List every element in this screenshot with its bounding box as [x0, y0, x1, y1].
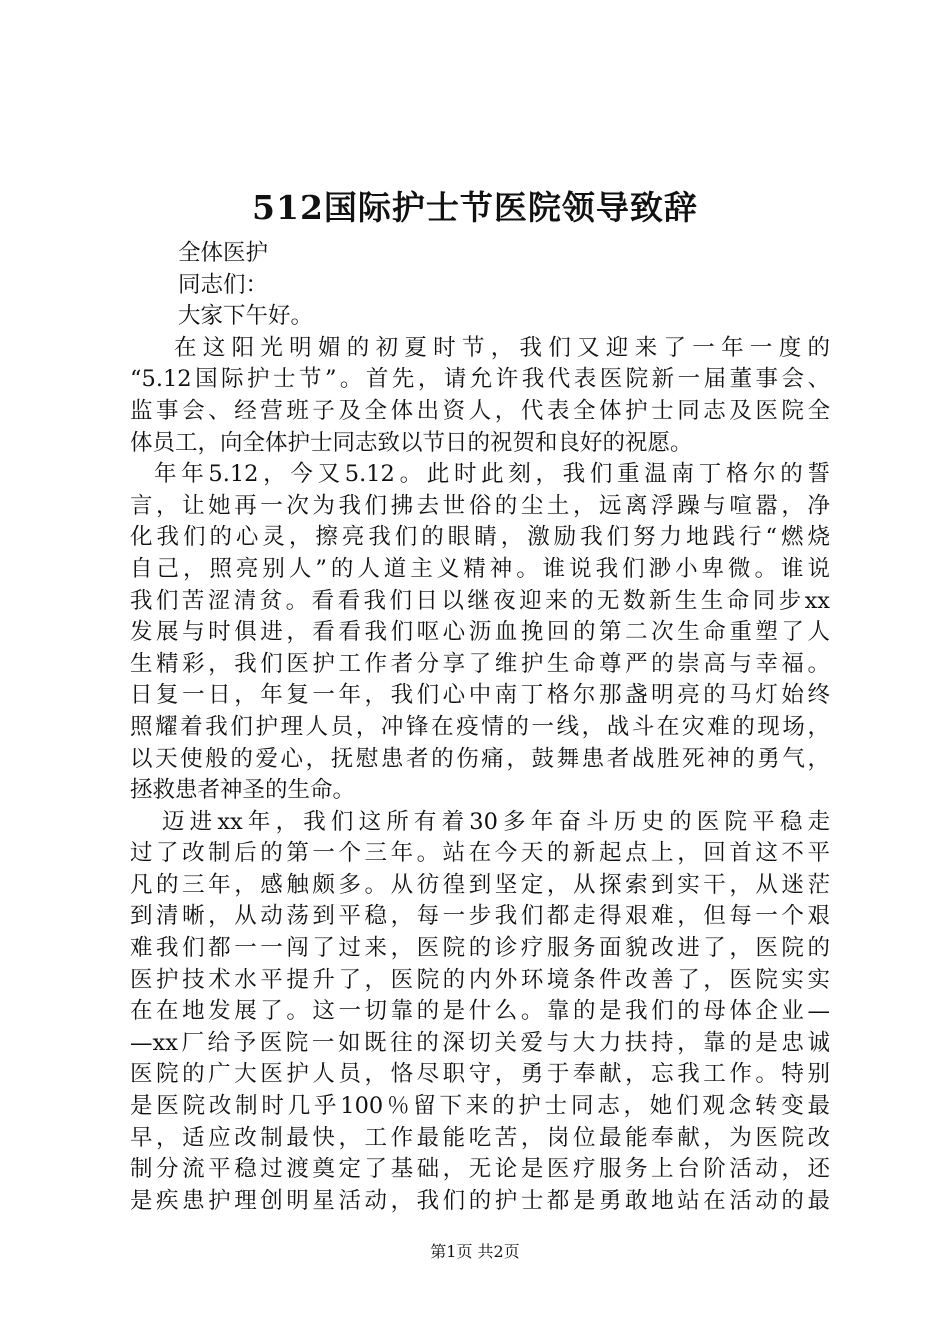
text-line: 照耀着我们护理人员，冲锋在疫情的一线，战斗在灾难的现场， — [130, 713, 830, 740]
text-line: 是医院改制时几乎100％留下来的护士同志，她们观念转变最 — [130, 1093, 830, 1120]
text-line: 过了改制后的第一个三年。站在今天的新起点上，回首这不平 — [130, 840, 830, 867]
document-title: 512国际护士节医院领导致辞 — [252, 188, 698, 227]
page-footer: 第1页 共2页 — [430, 1242, 520, 1261]
text-line: 以天使般的爱心，抚慰患者的伤痛，鼓舞患者战胜死神的勇气， — [130, 745, 830, 772]
text-line: “5.12国际护士节”。首先，请允许我代表医院新一届董事会、 — [130, 366, 830, 393]
text-line: 是疾患护理创明星活动，我们的护士都是勇敢地站在活动的最 — [130, 1187, 830, 1214]
text-line: 在在地发展了。这一切靠的是什么。靠的是我们的母体企业— — [130, 998, 830, 1025]
text-line: 日复一日，年复一年，我们心中南丁格尔那盏明亮的马灯始终 — [130, 682, 830, 709]
text-line: 我们苦涩清贫。看看我们日以继夜迎来的无数新生生命同步xx — [130, 587, 830, 614]
document-body — [130, 238, 830, 1217]
text-line: —xx厂给予医院一如既往的深切关爱与大力扶持，靠的是忠诚 — [130, 1029, 830, 1056]
text-line: 凡的三年，感触颇多。从彷徨到坚定，从探索到实干，从迷茫 — [130, 871, 830, 898]
text-line: 自己，照亮别人”的人道主义精神。谁说我们渺小卑微。谁说 — [130, 555, 830, 582]
text-line: 医护技术水平提升了，医院的内外环境条件改善了，医院实实 — [130, 966, 830, 993]
text-line: 难我们都一一闯了过来，医院的诊疗服务面貌改进了，医院的 — [130, 935, 830, 962]
text-line: 发展与时俱进，看看我们呕心沥血挽回的第二次生命重塑了人 — [130, 619, 830, 646]
text-line: 年年5.12，今又5.12。此时此刻，我们重温南丁格尔的誓 — [154, 461, 830, 488]
text-line: 到清晰，从动荡到平稳，每一步我们都走得艰难，但每一个艰 — [130, 903, 830, 930]
text-line: 言，让她再一次为我们拂去世俗的尘土，远离浮躁与喧嚣，净 — [130, 492, 830, 519]
text-line: 医院的广大医护人员，恪尽职守，勇于奉献，忘我工作。特别 — [130, 1061, 830, 1088]
text-line: 制分流平稳过渡奠定了基础，无论是医疗服务上台阶活动，还 — [130, 1156, 830, 1183]
text-line: 迈进xx年，我们这所有着30多年奋斗历史的医院平稳走 — [162, 808, 830, 835]
text-line: 体员工，向全体护士同志致以节日的祝贺和良好的祝愿。 — [130, 429, 693, 456]
text-line: 拯救患者神圣的生命。 — [130, 777, 356, 804]
salutation-line: 全体医护 — [178, 240, 269, 266]
salutation-line: 同志们： — [178, 271, 269, 298]
text-line: 在这阳光明媚的初夏时节，我们又迎来了一年一度的 — [174, 334, 830, 361]
text-line: 生精彩，我们医护工作者分享了维护生命尊严的崇高与幸福。 — [130, 650, 830, 677]
text-line: 化我们的心灵，擦亮我们的眼睛，激励我们努力地践行“燃烧 — [130, 524, 830, 551]
text-line: 早，适应改制最快，工作最能吃苦，岗位最能奉献，为医院改 — [130, 1124, 830, 1151]
text-line: 监事会、经营班子及全体出资人，代表全体护士同志及医院全 — [130, 397, 830, 424]
greeting-line: 大家下午好。 — [178, 303, 314, 330]
